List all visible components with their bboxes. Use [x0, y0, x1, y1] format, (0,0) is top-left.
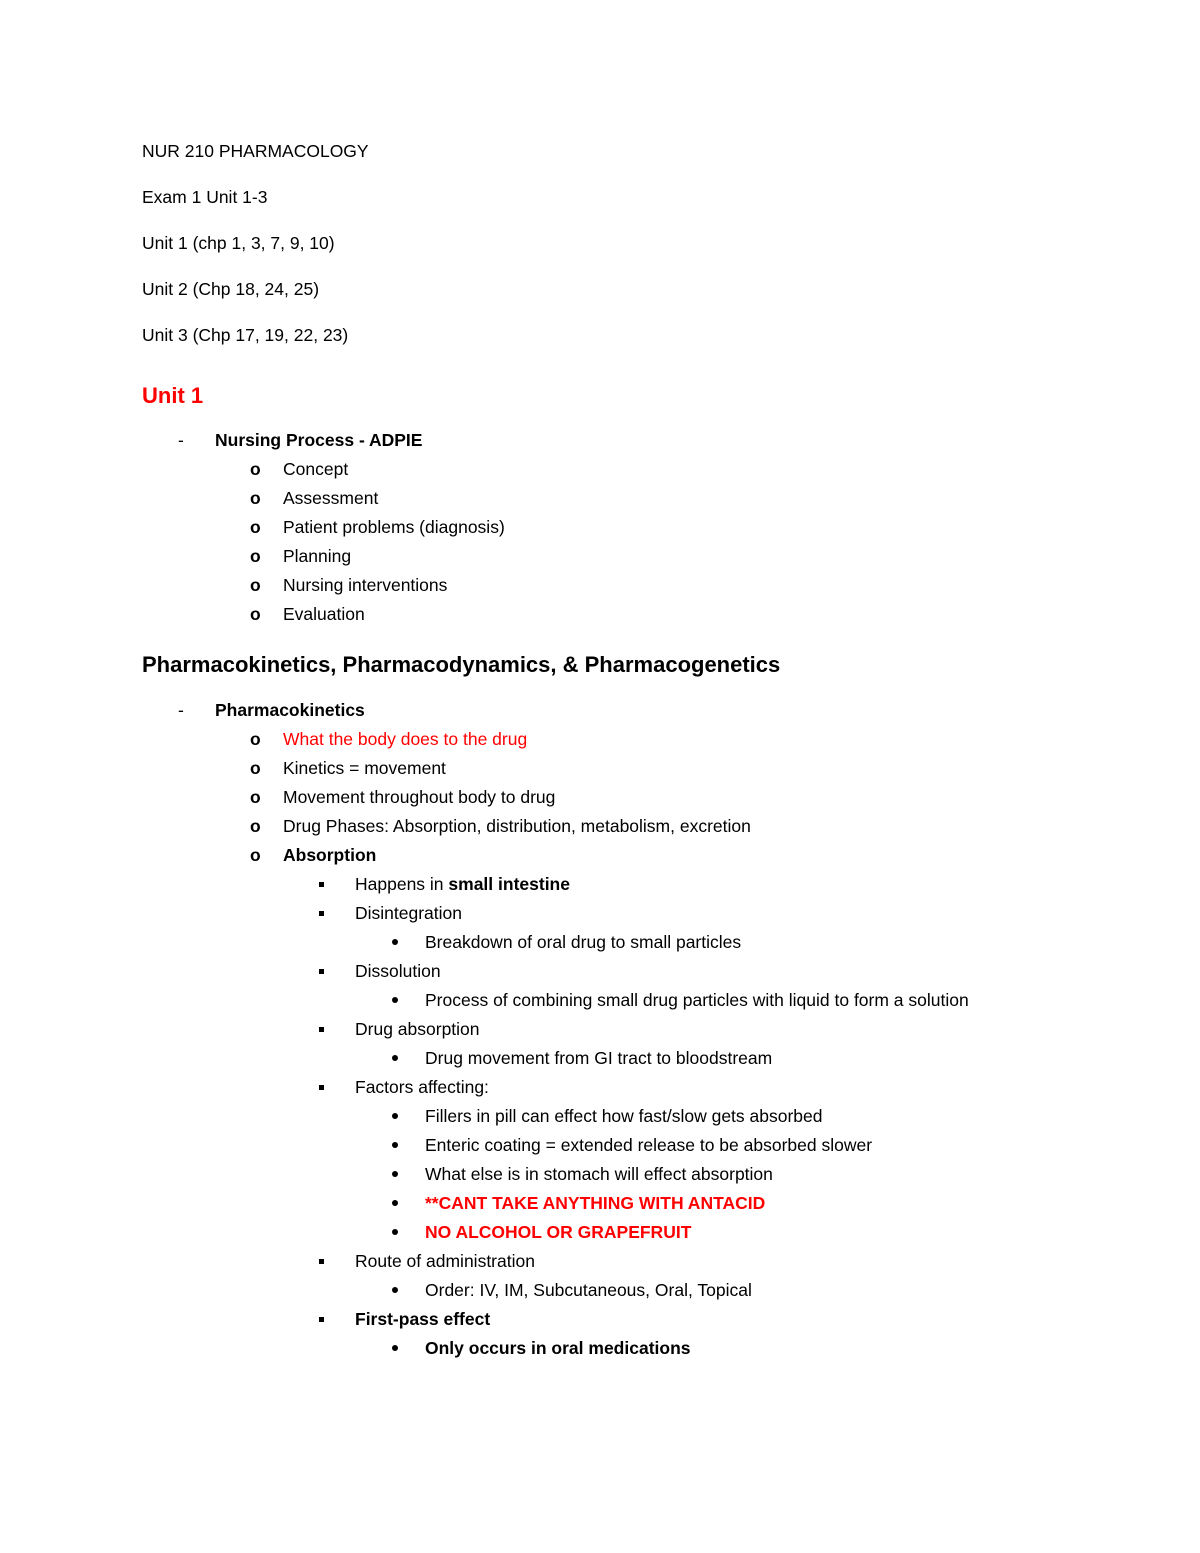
dot-bullet-icon: [392, 1200, 398, 1206]
text-run: small intestine: [448, 874, 570, 894]
o-bullet-icon: o: [250, 459, 261, 479]
text-run: What the body does to the drug: [283, 729, 528, 749]
text-run: Nursing interventions: [283, 575, 448, 595]
text-run: Concept: [283, 459, 349, 479]
list-item: [142, 1247, 1110, 1276]
text-run: Evaluation: [283, 604, 365, 624]
text-run: Route of administration: [355, 1251, 535, 1271]
list-item: [142, 725, 1110, 754]
dot-bullet-icon: [392, 1229, 398, 1235]
text-run: Enteric coating = extended release to be absorbed slower: [425, 1135, 873, 1155]
text-run: Nursing Process - ADPIE: [215, 430, 423, 450]
text-run: Unit 1 (chp 1, 3, 7, 9, 10): [142, 233, 335, 253]
text-run: Patient problems (diagnosis): [283, 517, 505, 537]
text-run: Drug movement from GI tract to bloodstream: [425, 1048, 773, 1068]
list-item: [142, 986, 1110, 1015]
dot-bullet-icon: [392, 1171, 398, 1177]
list-item: [142, 455, 1110, 484]
dot-bullet-icon: [392, 1345, 398, 1351]
exam-line: [142, 186, 1110, 208]
list-item: [142, 1189, 1110, 1218]
text-run: Absorption: [283, 845, 377, 865]
list-item: [142, 426, 1110, 455]
unit-1-chapters: [142, 232, 1110, 254]
text-run: Disintegration: [355, 903, 462, 923]
unit-2-chapters: [142, 278, 1110, 300]
text-run: Breakdown of oral drug to small particles: [425, 932, 742, 952]
text-run: NUR 210 PHARMACOLOGY: [142, 141, 369, 161]
list-item: [142, 1102, 1110, 1131]
square-bullet-icon: [319, 1085, 324, 1090]
o-bullet-icon: o: [250, 758, 261, 778]
text-run: Only occurs in oral medications: [425, 1338, 691, 1358]
dot-bullet-icon: [392, 997, 398, 1003]
text-run: Unit 3 (Chp 17, 19, 22, 23): [142, 325, 349, 345]
text-run: Factors affecting:: [355, 1077, 489, 1097]
dot-bullet-icon: [392, 1287, 398, 1293]
text-run: First-pass effect: [355, 1309, 491, 1329]
list-item: [142, 513, 1110, 542]
list-item: [142, 899, 1110, 928]
list-item: [142, 600, 1110, 629]
text-run: Kinetics = movement: [283, 758, 446, 778]
o-bullet-icon: o: [250, 787, 261, 807]
square-bullet-icon: [319, 1027, 324, 1032]
o-bullet-icon: o: [250, 604, 261, 624]
o-bullet-icon: o: [250, 575, 261, 595]
text-run: Order: IV, IM, Subcutaneous, Oral, Topical: [425, 1280, 752, 1300]
list-item: [142, 1305, 1110, 1334]
list-item: [142, 1073, 1110, 1102]
unit-3-chapters: [142, 324, 1110, 346]
text-run: Unit 2 (Chp 18, 24, 25): [142, 279, 320, 299]
list-item: [142, 571, 1110, 600]
text-run: Dissolution: [355, 961, 441, 981]
list-item: [142, 1131, 1110, 1160]
o-bullet-icon: o: [250, 729, 261, 749]
o-bullet-icon: o: [250, 816, 261, 836]
text-run: Pharmacokinetics: [215, 700, 365, 720]
square-bullet-icon: [319, 969, 324, 974]
o-bullet-icon: o: [250, 517, 261, 537]
dash-bullet-icon: -: [178, 700, 184, 720]
list-item: [142, 1015, 1110, 1044]
text-run: NO ALCOHOL OR GRAPEFRUIT: [425, 1222, 692, 1242]
square-bullet-icon: [319, 911, 324, 916]
square-bullet-icon: [319, 882, 324, 887]
text-run: Planning: [283, 546, 352, 566]
text-run: Happens in: [355, 874, 449, 894]
o-bullet-icon: o: [250, 845, 261, 865]
text-run: What else is in stomach will effect absorption: [425, 1164, 773, 1184]
text-run: Process of combining small drug particles with liquid to form a solution: [425, 990, 969, 1010]
list-item: [142, 957, 1110, 986]
list-item: [142, 870, 1110, 899]
list-item: [142, 928, 1110, 957]
list-item: [142, 1334, 1110, 1363]
text-run: Assessment: [283, 488, 379, 508]
list-item: [142, 783, 1110, 812]
text-run: Fillers in pill can effect how fast/slow gets absorbed: [425, 1106, 823, 1126]
dash-bullet-icon: -: [178, 430, 184, 450]
text-run: Movement throughout body to drug: [283, 787, 556, 807]
list-item: [142, 1044, 1110, 1073]
list-item: [142, 812, 1110, 841]
list-item: [142, 754, 1110, 783]
text-run: Drug Phases: Absorption, distribution, metabolism, excretion: [283, 816, 751, 836]
dot-bullet-icon: [392, 1113, 398, 1119]
list-item: [142, 841, 1110, 870]
o-bullet-icon: o: [250, 546, 261, 566]
pharmacology-section-heading: [142, 651, 1110, 679]
dot-bullet-icon: [392, 1055, 398, 1061]
list-item: [142, 484, 1110, 513]
list-item: [142, 696, 1110, 725]
list-item: [142, 542, 1110, 571]
dot-bullet-icon: [392, 1142, 398, 1148]
square-bullet-icon: [319, 1259, 324, 1264]
text-run: Pharmacokinetics, Pharmacodynamics, & Pharmacogenetics: [142, 652, 781, 677]
text-run: Drug absorption: [355, 1019, 480, 1039]
list-item: [142, 1276, 1110, 1305]
document-body: [142, 140, 1110, 1363]
list-item: [142, 1160, 1110, 1189]
text-run: Exam 1 Unit 1-3: [142, 187, 268, 207]
course-title: [142, 140, 1110, 162]
unit-1-heading: [142, 382, 1110, 410]
dot-bullet-icon: [392, 939, 398, 945]
square-bullet-icon: [319, 1317, 324, 1322]
text-run: Unit 1: [142, 383, 204, 408]
text-run: **CANT TAKE ANYTHING WITH ANTACID: [425, 1193, 766, 1213]
list-item: [142, 1218, 1110, 1247]
o-bullet-icon: o: [250, 488, 261, 508]
